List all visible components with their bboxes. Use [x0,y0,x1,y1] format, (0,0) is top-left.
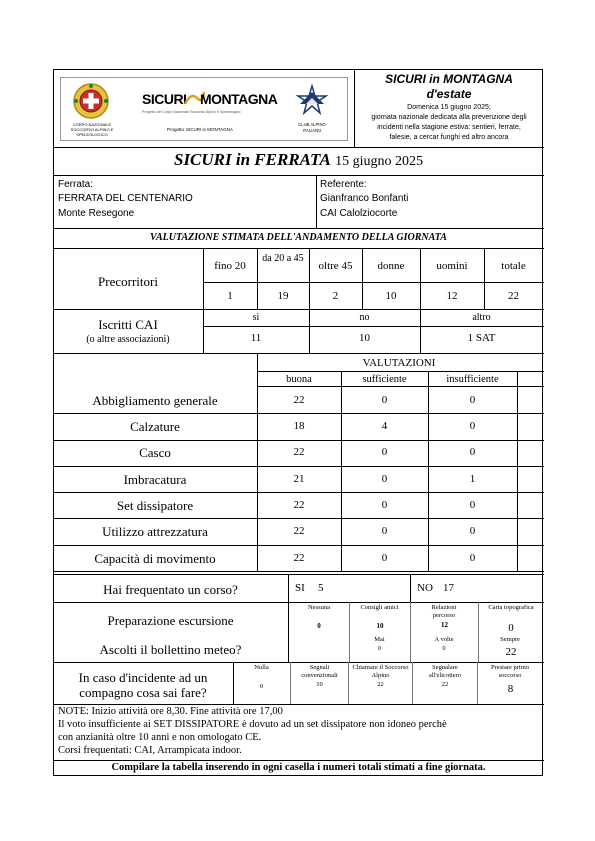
header-info-1: Domenica 15 giugno 2025; [407,104,491,111]
row-sufficiente: 0 [381,499,388,511]
row-buona: 18 [293,420,305,432]
row-buona: 22 [293,394,305,406]
row-buona: 22 [293,446,305,458]
logo-brand-right: MONTAGNA [200,91,278,107]
row-insufficiente: 1 [469,473,476,485]
inc-opt-2-label: Chiamare il Soccorso Alpino [352,664,409,679]
header-info-3: incidenti nella stagione estiva: sentieri, ferrate, [377,124,521,131]
prep-opt-2-value: 12 [441,621,448,629]
prep-opt-0-label: Nessuna [307,604,331,611]
precorritori-header-0: fino 20 [214,260,246,272]
ferrata-name: FERRATA DEL CENTENARIO [58,193,193,204]
prep-opt-0-value: 0 [317,622,321,630]
valutazioni-header-buona: buona [286,374,312,385]
precorritori-value-3: 10 [385,290,397,302]
ferrata-label: Ferrata: [58,179,94,190]
row-sufficiente: 4 [381,420,388,432]
iscritti-value-1: 10 [359,332,370,344]
row-label: Casco [139,445,171,460]
boll-opt-2-label: Sempre [500,636,520,643]
row-label: Set dissipatore [116,498,194,513]
logo-project-prefix: Progetto [167,127,185,132]
boll-opt-2-value: 22 [505,646,517,658]
iscritti-header-1: no [359,312,370,323]
incidente-label-2: compagno cosa sai fare? [79,685,207,700]
valutazioni-title: VALUTAZIONI [362,357,436,369]
logo-brand-left: SICURI [142,91,187,107]
bollettino-label: Ascolti il bollettino meteo? [99,642,242,657]
banner-title: SICURI in FERRATA [173,150,331,169]
row-buona: 22 [293,525,305,537]
referente-name: Gianfranco Bonfanti [320,193,409,204]
prep-opt-3-label: Carta topografica [488,604,534,611]
prep-opt-2-label: Relazioni percorso [431,604,457,619]
row-insufficiente: 0 [469,446,476,458]
inc-opt-3-value: 22 [441,681,449,688]
precorritori-header-2: oltre 45 [318,260,353,272]
precorritori-value-1: 19 [277,290,289,302]
boll-opt-0-value: 0 [377,645,382,652]
precorritori-header-4: uomini [436,260,468,272]
inc-opt-4-label: Prestare primo soccorso [490,664,530,679]
row-sufficiente: 0 [381,552,388,564]
referente-org: CAI Calolziocorte [320,208,398,219]
row-sufficiente: 0 [381,394,388,406]
valutazioni-header-insufficiente: insufficiente [446,374,499,385]
header-info-2: giornata nazionale dedicata alla prevenzione degli [371,114,527,121]
row-insufficiente: 0 [469,394,476,406]
footer-instruction: Compilare la tabella inserendo in ogni casella i numeri totali stimati a fine giornata. [111,762,486,773]
row-label: Utilizzo attrezzatura [102,524,208,539]
incidente-label-1: In caso d'incidente ad un [78,670,208,685]
valutazioni-header-sufficiente: sufficiente [362,374,407,385]
cnsas-label-2: SOCCORSO ALPINO E [70,127,114,132]
inc-opt-4-value: 8 [507,683,514,695]
note-line-2: Il voto insufficiente ai SET DISSIPATORE è dovuto ad un set dissipatore non idoneo perchè [58,719,447,730]
logo-project-name: SICURI in MONTAGNA [186,127,233,132]
row-buona: 22 [293,499,305,511]
preparazione-label: Preparazione escursione [107,613,234,628]
corso-si-value: 5 [318,582,324,594]
iscritti-header-2: altro [472,312,491,323]
banner [53,151,544,169]
iscritti-label: Iscritti CAI [98,317,158,332]
row-sufficiente: 0 [381,446,388,458]
precorritori-value-2: 2 [332,290,339,302]
row-insufficiente: 0 [469,420,476,432]
note-line-4: Corsi frequentati: CAI, Arrampicata indoor. [58,745,242,756]
header-subtitle: d'estate [426,87,472,101]
precorritori-value-4: 12 [446,290,458,302]
row-sufficiente: 0 [381,473,388,485]
ferrata-place: Monte Resegone [58,208,135,219]
cnsas-badge-icon [70,82,112,120]
iscritti-value-2: 1 SAT [467,332,496,344]
inc-opt-3-label: Segnalare all'elicottero [428,664,462,679]
inc-opt-0-label: Nulla [254,664,269,671]
row-buona: 22 [293,552,305,564]
logo-tagline: Progetto del Corpo Nazionale Soccorso Alpino e Speleologico [142,110,241,114]
corso-label: Hai frequentato un corso? [103,582,238,597]
row-label: Imbracatura [123,472,187,487]
row-label: Calzature [130,419,180,434]
referente-label: Referente: [320,179,367,190]
header-title: SICURI in MONTAGNA [385,72,513,86]
row-buona: 21 [293,473,305,485]
precorritori-header-3: donne [377,260,405,272]
row-insufficiente: 0 [469,525,476,537]
note-line-3: con anzianità oltre 10 anni e non omologato CE. [58,732,262,743]
prep-opt-1-value: 10 [376,622,384,630]
prep-opt-3-value: 0 [508,622,514,634]
iscritti-header-0: si [252,312,260,323]
iscritti-sublabel: (o altre associazioni) [86,334,170,345]
precorritori-header-5: totale [501,260,526,272]
boll-opt-1-label: A volte [434,636,454,643]
boll-opt-1-value: 0 [442,645,446,652]
prep-opt-1-label: Consigli amici [360,604,399,611]
cnsas-label-3: SPELEOLOGICO [76,132,108,137]
row-label: Capacità di movimento [94,551,216,566]
header-info-4: falesie, a cercar funghi ed altro ancora [389,134,509,141]
precorritori-header-1: da 20 a 45 [262,253,304,264]
precorritori-label: Precorritori [98,274,158,289]
cai-star-icon [294,84,330,116]
cai-label-1: CLUB ALPINO [298,122,326,127]
inc-opt-0-value: 0 [259,683,264,690]
row-insufficiente: 0 [469,552,476,564]
cai-label-2: ITALIANO [302,128,322,133]
inc-opt-1-label: Segnali convenzionali [301,664,338,679]
boll-opt-0-label: Mai [374,636,385,643]
corso-si-label: SI [295,582,305,594]
corso-no-value: 17 [443,582,454,594]
precorritori-value-0: 1 [227,290,233,302]
corso-no-label: NO [417,582,433,594]
row-sufficiente: 0 [381,525,388,537]
row-label: Abbigliamento generale [92,393,218,408]
banner-date: 15 giugno 2025 [335,154,423,169]
inc-opt-2-value: 22 [377,681,384,688]
precorritori-value-5: 22 [508,290,519,302]
note-line-1: NOTE: Inizio attività ore 8,30. Fine attività ore 17,00 [58,706,283,717]
cnsas-label-1: CORPO NAZIONALE [72,122,112,127]
section-title: VALUTAZIONE STIMATA DELL'ANDAMENTO DELLA GIORNATA [150,232,447,243]
inc-opt-1-value: 10 [316,681,323,688]
iscritti-value-0: 11 [250,332,262,344]
row-insufficiente: 0 [469,499,476,511]
